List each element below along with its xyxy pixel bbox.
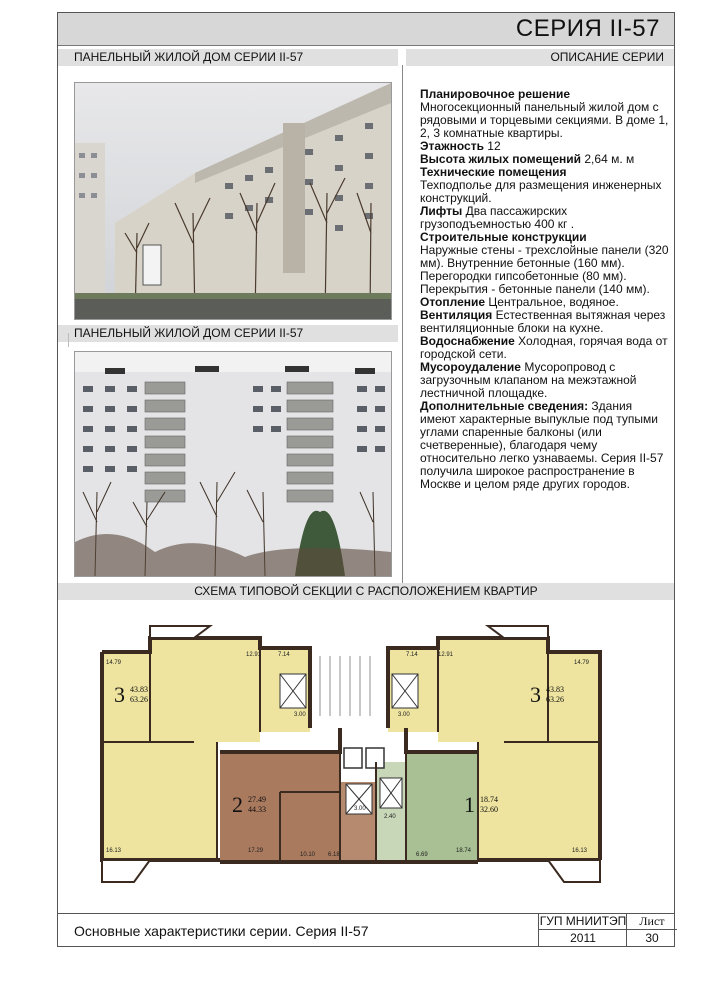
description-text: 2,64 м. м [581,152,635,166]
description-label: Этажность [420,139,484,153]
margin-mark [68,333,69,347]
page-title: СЕРИЯ II-57 [515,15,660,42]
description-text: Здания имеют характерные выпуклые под тупыми углами спаренные балконы (или счетверенные), благодаря чему относительно легко узнаваемы. Серия II-57 получила широкое распространение в Москве и целом ряде других городов. [420,399,664,491]
apt-label-rooms: 1 [464,792,475,817]
description-text: Наружные стены - трехслойные панели (320 мм). Внутренние бетонные (160 мм). Перегородки гипсобетонные (80 мм). Перекрытия - бетонные панели (140 мм). [420,243,669,296]
description-row [420,400,670,491]
photo2-caption: ПАНЕЛЬНЫЙ ЖИЛОЙ ДОМ СЕРИИ II-57 [58,325,398,342]
description-text: Техподполье для размещения инженерных конструкций. [420,178,662,205]
apt-label-rooms: 2 [232,792,243,817]
description-label: Строительные конструкции [420,230,587,244]
room-area-label: 2.40 [384,814,396,820]
column-divider [402,65,403,593]
description-text: Центральное, водяное. [485,295,619,309]
footer-title: Основные характеристики серии. Серия II-57 [74,923,369,939]
footer-sheet-box [626,913,677,947]
description-row [420,244,670,296]
description-label: Лифты [420,204,463,218]
room-area-label: 12.91 [246,652,262,658]
footer-org-box [538,913,627,947]
description-label: Мусороудаление [420,360,521,374]
room-area-label: 7.14 [278,652,290,658]
scheme-caption: СХЕМА ТИПОВОЙ СЕКЦИИ С РАСПОЛОЖЕНИЕМ КВАРТИР [58,583,674,600]
building-photo-2 [74,351,392,577]
footer-org: ГУП МНИИТЭП [539,914,627,928]
apt-label-rooms: 3 [114,682,125,707]
apt-label-area: 18.74 [480,795,498,804]
footer-year: 2011 [570,931,596,945]
description-row [420,205,670,231]
description-label: Отопление [420,295,486,309]
description-text: Два пассажирских грузоподъемностью 400 кг . [420,204,575,231]
apt-left-3-room-b [102,742,217,860]
apt-label-area: 43.83 [546,685,564,694]
description-label: Высота жилых помещений [420,152,582,166]
description-text: 12 [483,139,501,153]
description-row [420,335,670,361]
apt-label-area: 44.33 [248,805,266,814]
description-row [420,361,670,400]
description-label: Водоснабжение [420,334,515,348]
description-caption: ОПИСАНИЕ СЕРИИ [406,49,674,66]
room-area-label: 14.79 [574,660,590,666]
room-area-label: 10.10 [300,852,316,858]
room-area-label: 18.74 [456,848,472,854]
apt-label-rooms: 3 [530,682,541,707]
description-label: Вентиляция [420,308,493,322]
apt-label-area: 43.83 [130,685,148,694]
footer-sheet-number: 30 [645,931,659,945]
description-label: Планировочное решение [420,87,570,101]
apt-label-area: 63.26 [546,695,564,704]
apt-left-3-room-c [150,638,260,742]
description-row [420,179,670,205]
room-area-label: 6.69 [416,852,428,858]
building-photo-1 [74,82,392,320]
room-area-label: 16.13 [572,848,588,854]
series-description [420,88,670,491]
description-label: Дополнительные сведения: [420,399,589,413]
description-label: Технические помещения [420,165,567,179]
apt-label-area: 63.26 [130,695,148,704]
footer-sheet-label: Лист [627,913,677,930]
photo1-caption: ПАНЕЛЬНЫЙ ЖИЛОЙ ДОМ СЕРИИ II-57 [58,49,398,66]
description-row [420,309,670,335]
room-area-label: 3.00 [398,712,410,718]
description-text: Многосекционный панельный жилой дом с рядовыми и торцевыми секциями. В доме 1, 2, 3 комнатные квартиры. [420,100,669,140]
room-area-label: 7.14 [406,652,418,658]
room-area-label: 17.29 [248,848,264,854]
description-text: Холодная, горячая вода от городской сети. [420,334,668,361]
apt-label-area: 32.60 [480,805,498,814]
room-area-label: 3.00 [354,806,366,812]
floor-plan [94,612,614,894]
description-text: Естественная вытяжная через вентиляционные блоки на кухне. [420,308,666,335]
title-bar [58,13,674,46]
room-area-label: 3.00 [294,712,306,718]
room-area-label: 6.18 [328,852,340,858]
description-text: Мусоропровод с загрузочным клапаном на межэтажной лестничной площадке. [420,360,637,400]
room-area-label: 12.91 [438,652,454,658]
description-row [420,101,670,140]
room-area-label: 16.13 [106,848,122,854]
room-area-label: 14.79 [106,660,122,666]
apt-label-area: 27.49 [248,795,266,804]
